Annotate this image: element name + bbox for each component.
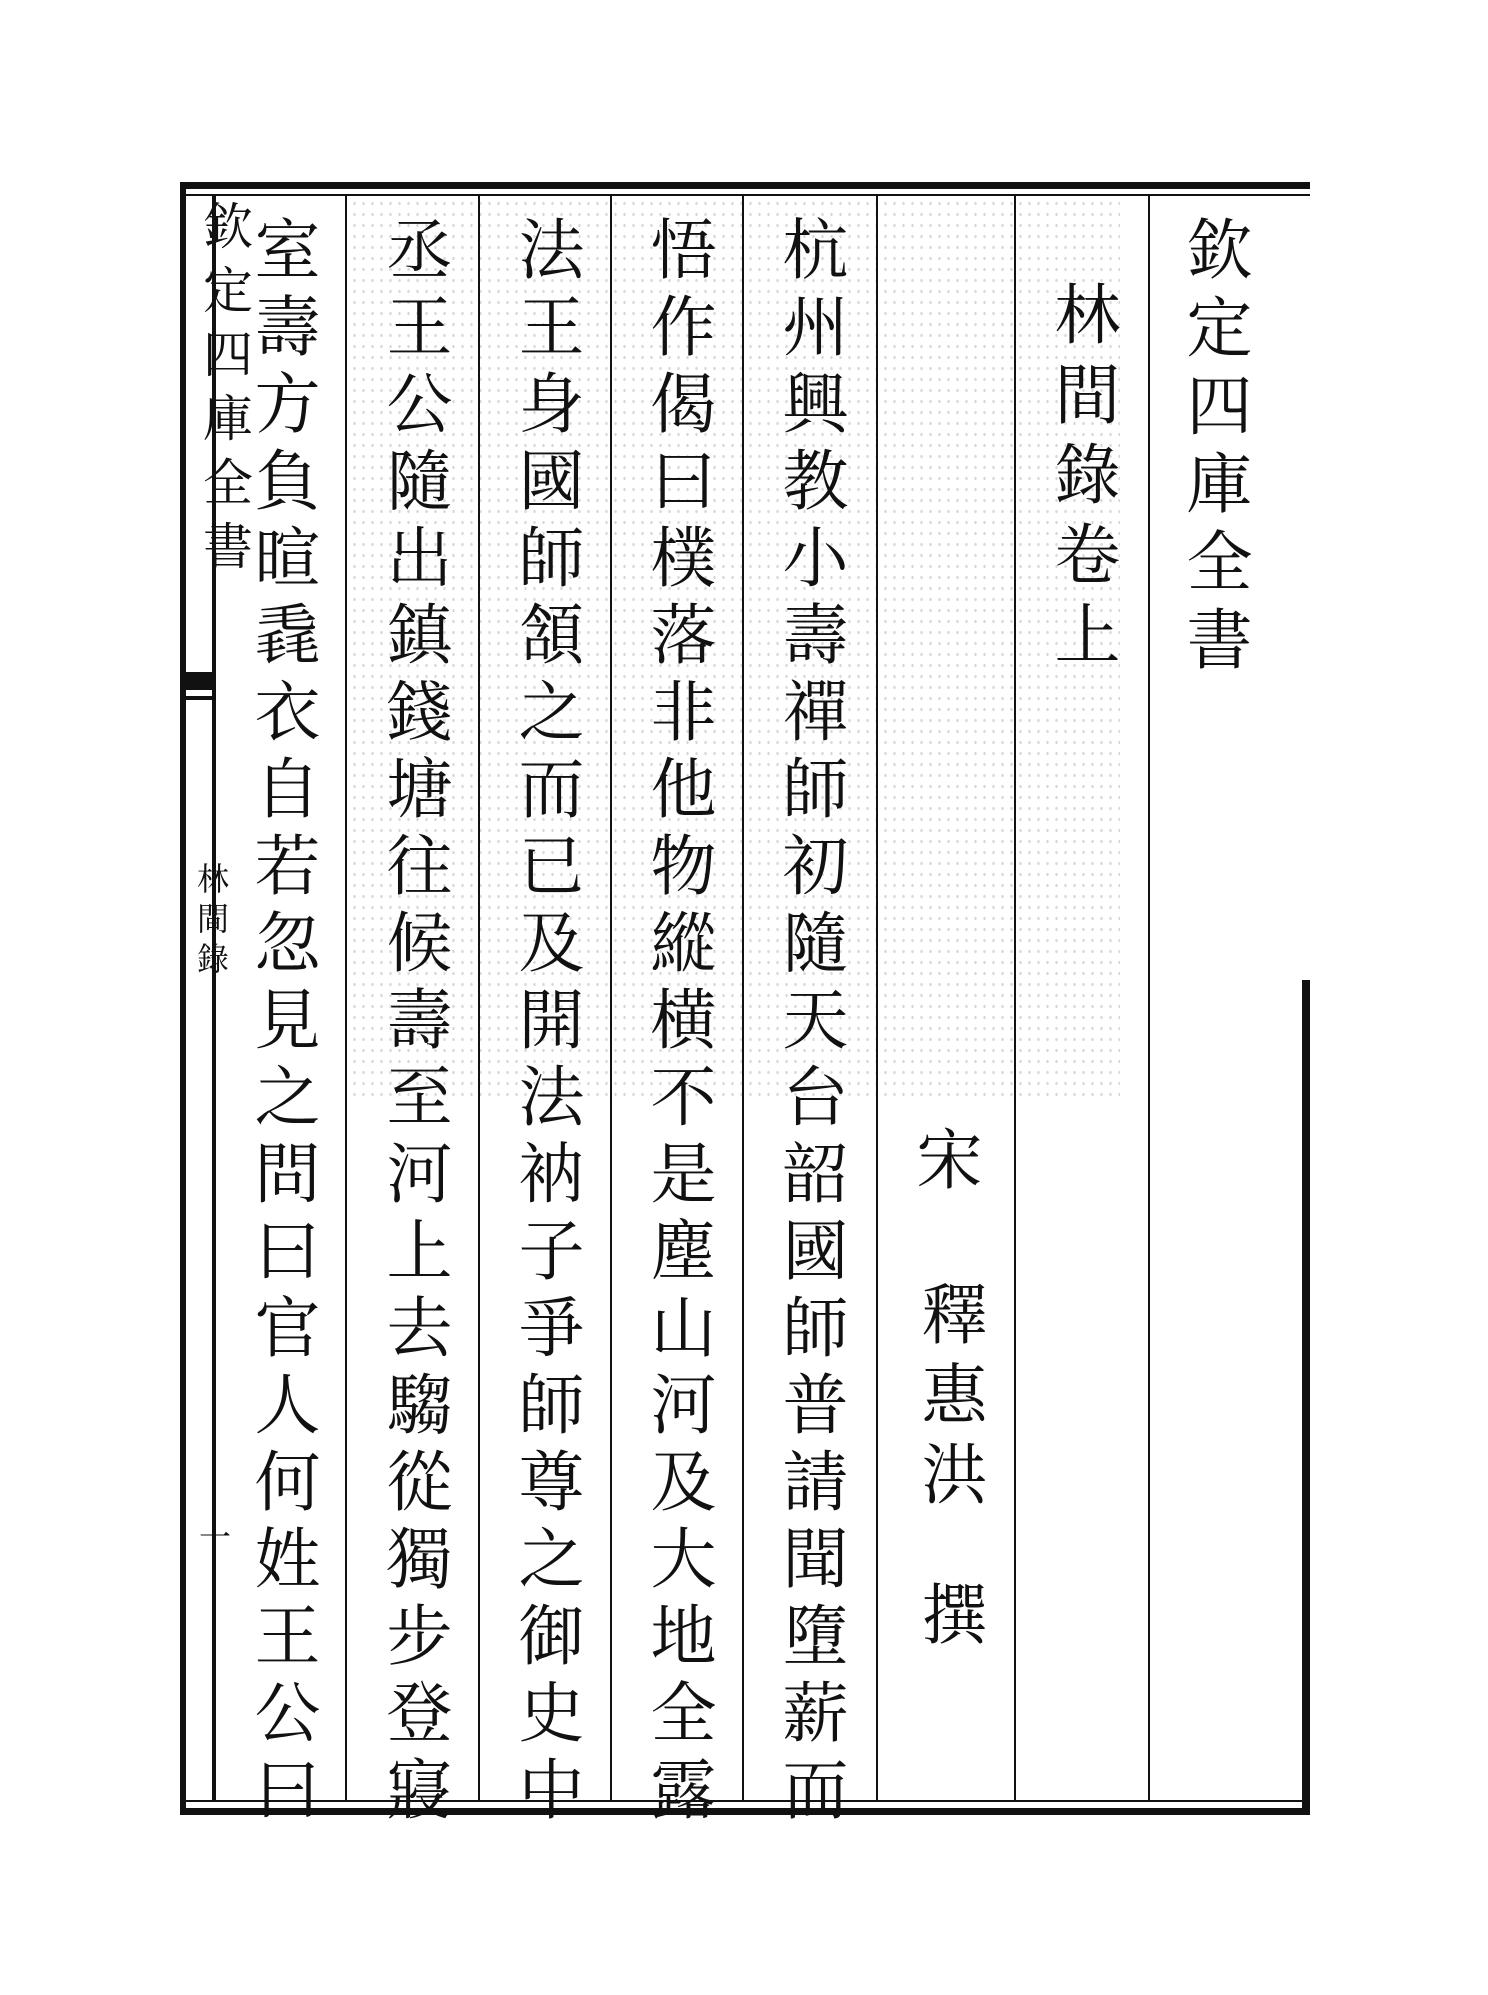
volume-title: 林間錄卷上 bbox=[1043, 280, 1120, 680]
frame-top-inner-rule bbox=[180, 194, 1310, 196]
body-line-2: 悟作偈曰樸落非他物縱横不是塵山河及大地全露 bbox=[639, 215, 716, 1832]
frame-left-rule bbox=[180, 182, 186, 1815]
byline-author: 釋惠洪 bbox=[910, 1280, 987, 1520]
margin-short-title: 林間錄 bbox=[192, 862, 230, 982]
frame-bottom-rule bbox=[180, 1808, 1310, 1815]
fishtail-mark-lower bbox=[186, 696, 212, 700]
frame-top-rule bbox=[180, 182, 1310, 189]
byline-dynasty: 宋 bbox=[905, 1125, 982, 1202]
margin-page-number: 一 bbox=[194, 1520, 232, 1552]
column-divider-7 bbox=[1148, 195, 1150, 1800]
frame-right-rule bbox=[1302, 980, 1310, 1815]
body-line-3: 法王身國師頷之而已及開法衲子爭師尊之御史中 bbox=[507, 215, 584, 1832]
margin-book-title: 欽定四庫全書 bbox=[195, 200, 253, 584]
byline-role: 撰 bbox=[910, 1580, 987, 1657]
column-divider-1 bbox=[345, 195, 347, 1800]
body-line-1: 杭州興教小壽禪師初隨天台韶國師普請聞墮薪而 bbox=[771, 215, 848, 1832]
print-texture bbox=[350, 198, 1120, 1103]
body-line-5: 室壽方負暄毳衣自若忽見之問曰官人何姓王公曰 bbox=[243, 215, 320, 1832]
fishtail-mark bbox=[186, 672, 212, 690]
collection-title: 欽定四庫全書 bbox=[1175, 215, 1252, 683]
body-line-4: 丞王公隨出鎮錢塘往候壽至河上去騶從獨步登寢 bbox=[375, 215, 452, 1832]
frame-bottom-inner-rule bbox=[180, 1800, 1310, 1802]
